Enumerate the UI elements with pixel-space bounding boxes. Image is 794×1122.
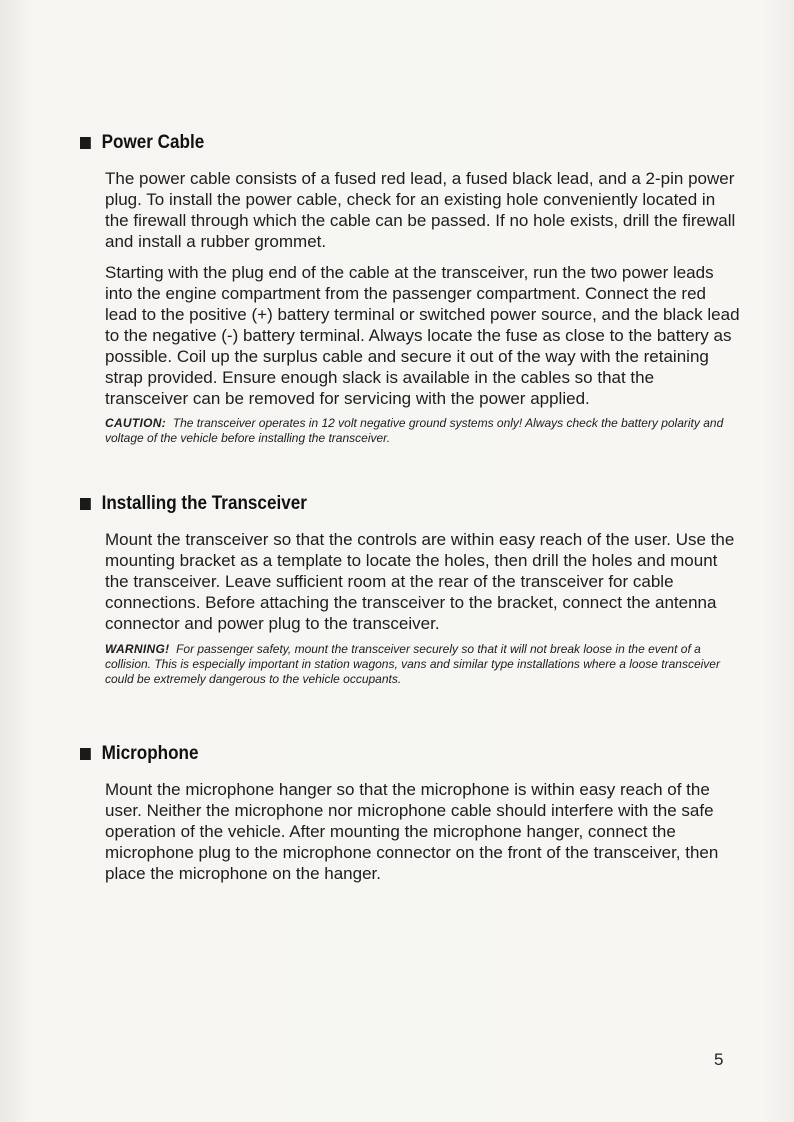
section-heading [80, 132, 674, 154]
section-heading [80, 743, 674, 765]
section-power-cable [80, 132, 740, 446]
paragraph: The power cable consists of a fused red lead, a fused black lead, and a 2-pin power plug. To install the power cable, check for an existing hole conveniently located in the firewall through which the cable can be passed. If no hole exists, drill the firewall and install a rubber grommet. [105, 169, 736, 251]
paragraph: Mount the microphone hanger so that the microphone is within easy reach of the user. Neither the microphone nor microphone cable should interfere with the safe operation of the vehicle. After mounting the microphone hanger, connect the microphone plug to the microphone connector on the front of the transceiver, then place the microphone on the hanger. [105, 780, 719, 883]
page-number: 5 [714, 1050, 724, 1069]
section-installing-transceiver [80, 493, 740, 687]
square-bullet-icon [80, 137, 91, 149]
heading-text: Power Cable [101, 132, 205, 153]
square-bullet-icon [80, 748, 91, 760]
heading-text: Microphone [101, 743, 199, 764]
paragraph: Mount the transceiver so that the controls are within easy reach of the user. Use the mounting bracket as a template to locate the holes, then drill the holes and mount the transceiver. Leave sufficient room at the rear of the transceiver for cable connections. Before attaching the transceiver to the bracket, connect the antenna connector and power plug to the transceiver. [105, 530, 735, 633]
section-body [105, 529, 740, 634]
heading-text: Installing the Transceiver [101, 493, 307, 514]
note-label: CAUTION: [105, 416, 167, 430]
section-heading [80, 493, 674, 515]
note-text: For passenger safety, mount the transceiver securely so that it will not break loose in the event of a collision. This is especially important in station wagons, vans and similar type installations where a loose transceiver could be extremely dangerous to the vehicle occupants. [105, 642, 720, 686]
section-microphone [80, 743, 740, 894]
note-text: The transceiver operates in 12 volt negative ground systems only! Always check the battery polarity and voltage of the vehicle before installing the transceiver. [105, 416, 724, 445]
square-bullet-icon [80, 498, 91, 510]
note-label: WARNING! [105, 642, 170, 656]
warning-note [105, 642, 740, 687]
section-body [105, 779, 740, 884]
paragraph: Starting with the plug end of the cable at the transceiver, run the two power leads into the engine compartment from the passenger compartment. Connect the red lead to the positive (+) battery terminal or switched power source, and the black lead to the negative (-) battery terminal. Always locate the fuse as close to the battery as possible. Coil up the surplus cable and secure it out of the way with the retaining strap provided. Ensure enough slack is available in the cables so that the transceiver can be removed for servicing with the power applied. [105, 263, 740, 408]
section-body [105, 168, 740, 409]
caution-note [105, 416, 740, 446]
